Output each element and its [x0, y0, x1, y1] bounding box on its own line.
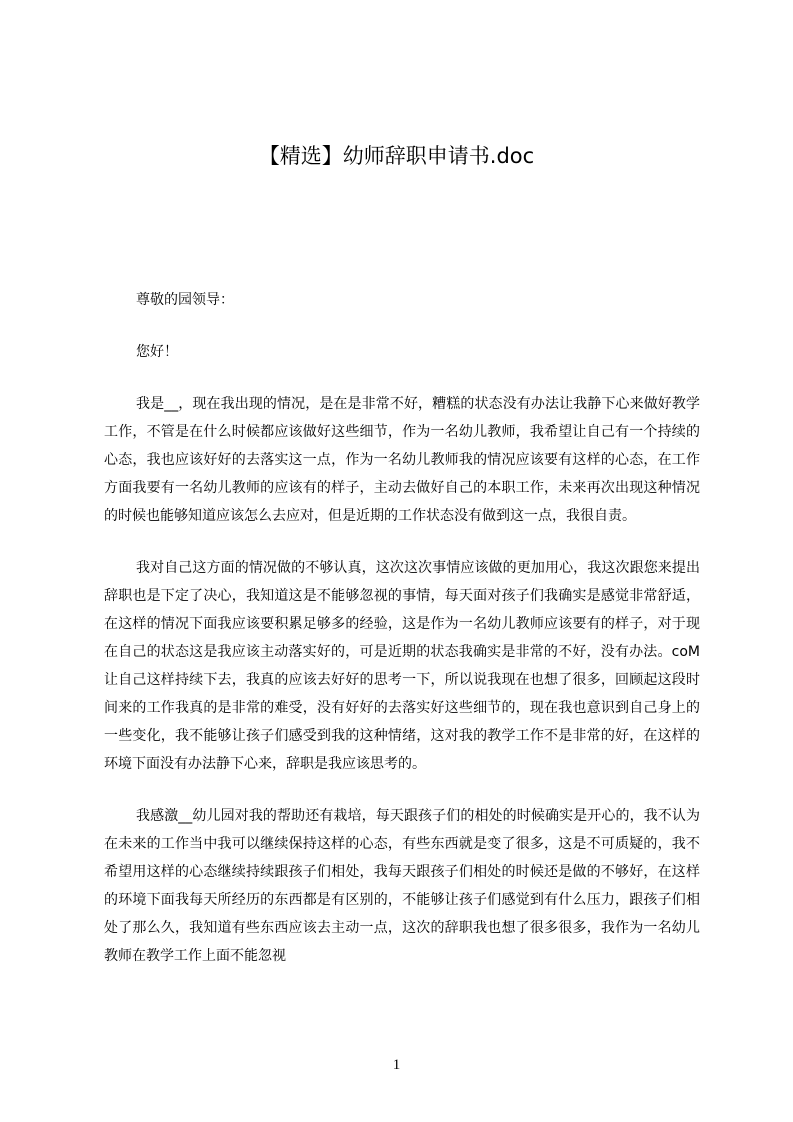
greeting: 您好！ — [136, 344, 178, 360]
page-number: 1 — [392, 1057, 401, 1073]
paragraph-3: 我感激__幼儿园对我的帮助还有栽培，每天跟孩子们的相处的时候确实是开心的，我不认为在未来的工作当中我可以继续保持这样的心态，有些东西就是变了很多，这是不可质疑的，我不希望用这样的心态继续持续跟孩子们相处，我每天跟孩子们相处的时候还是做的不够好，在这样的环境下面我每天所经历的东西都是有区别的，不能够让孩子们感觉到有什么压力，跟孩子们相处了那么久，我知道有些东西应该去主动一点，这次的辞职我也想了很多很多，我作为一名幼儿教师在教学工作上面不能忽视 — [104, 808, 700, 964]
document-body — [104, 286, 700, 994]
document-title: 【精选】幼师辞职申请书.doc — [258, 144, 535, 168]
paragraph-1: 我是__，现在我出现的情况，是在是非常不好，糟糕的状态没有办法让我静下心来做好教学工作，不管是在什么时候都应该做好这些细节，作为一名幼儿教师，我希望让自己有一个持续的心态，我也应该好好的去落实这一点，作为一名幼儿教师我的情况应该要有这样的心态，在工作方面我要有一名幼儿教师的应该有的样子，主动去做好自己的本职工作，未来再次出现这种情况的时候也能够知道应该怎么去应对，但是近期的工作状态没有做到这一点，我很自责。 — [104, 396, 700, 524]
paragraph-2: 我对自己这方面的情况做的不够认真，这次这次事情应该做的更加用心，我这次跟您来提出辞职也是下定了决心，我知道这是不能够忽视的事情，每天面对孩子们我确实是感觉非常舒适，在这样的情况下面我应该要积累足够多的经验，这是作为一名幼儿教师应该要有的样子，对于现在自己的状态这是我应该主动落实好的，可是近期的状态我确实是非常的不好，没有办法。coM让自己这样持续下去，我真的应该去好好的思考一下，所以说我现在也想了很多，回顾起这段时间来的工作我真的是非常的难受，没有好好的去落实好这些细节的，现在我也意识到自己身上的一些变化，我不能够让孩子们感受到我的这种情绪，这对我的教学工作不是非常的好，在这样的环境下面没有办法静下心来，辞职是我应该思考的。 — [104, 560, 700, 772]
salutation: 尊敬的园领导： — [136, 292, 234, 308]
